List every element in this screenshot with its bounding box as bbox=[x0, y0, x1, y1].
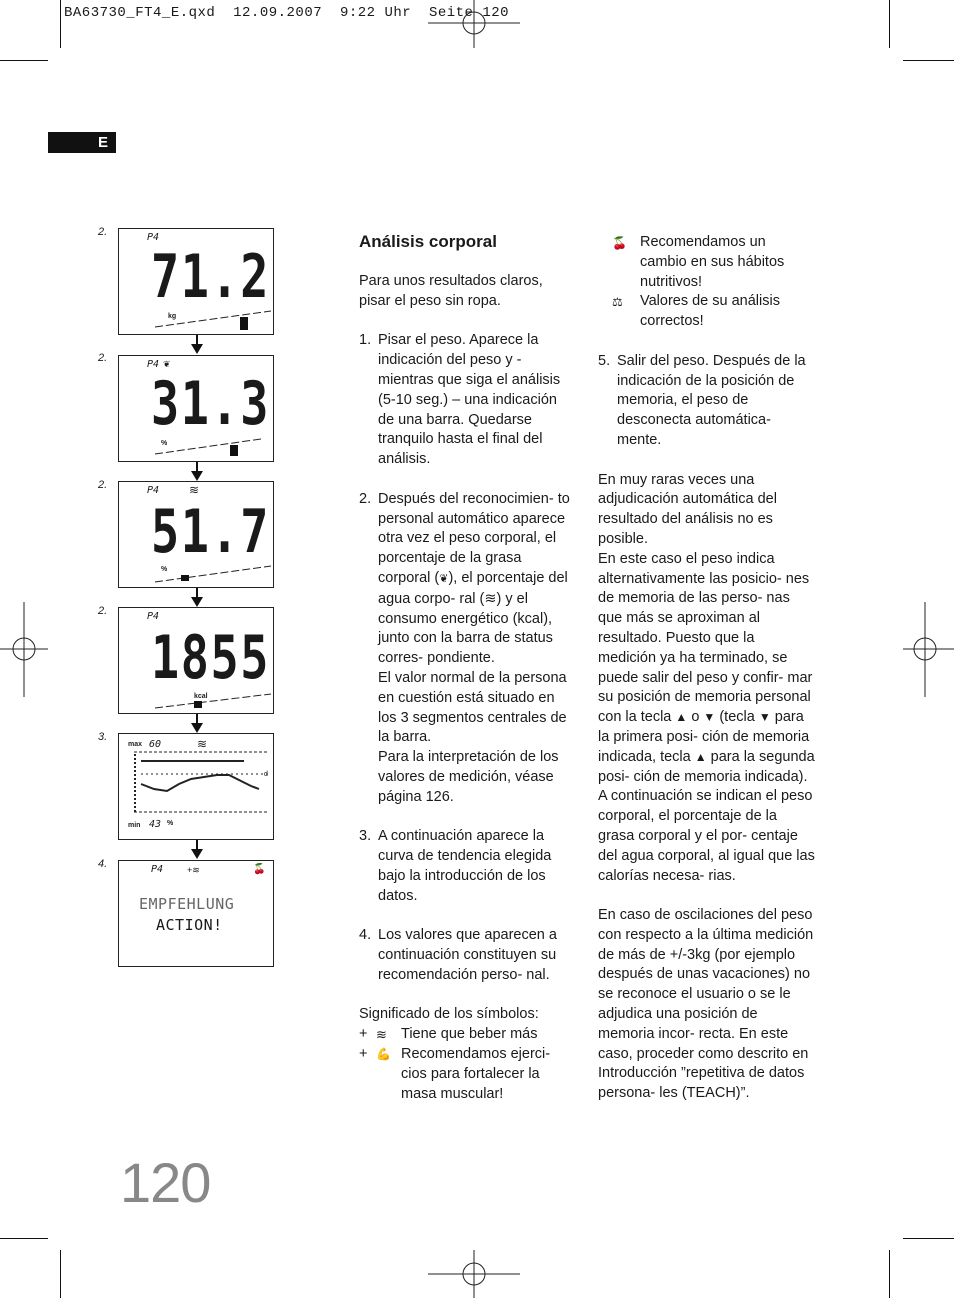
list-item: 1. Pisar el peso. Aparece la indicación del peso y - mientras que siga el análisis (5-10 seg.) – una indicación de una barra. Quedarse tranquilo hasta el final del análisis. bbox=[359, 332, 561, 468]
status-bar bbox=[119, 608, 275, 715]
user-label: P4 bbox=[147, 232, 160, 243]
unit-label: % bbox=[167, 820, 174, 827]
user-label: P4 bbox=[151, 864, 164, 875]
step-label: 3. bbox=[98, 731, 108, 743]
unit-label: % bbox=[161, 566, 168, 573]
page-number: 120 bbox=[120, 1151, 211, 1214]
down-arrow-icon bbox=[191, 840, 203, 859]
balance-icon: ⚖ bbox=[612, 295, 623, 310]
display-water bbox=[118, 481, 274, 588]
user-label: P4 bbox=[147, 485, 160, 496]
list-item: 2. Después del reconocimien- to personal automático aparece otra vez el peso corporal, el porcentaje de la grasa corporal (❦), el porcentaje del agua corpo- ral (≋) y el consumo energético (kcal), junto con la barra de status corres- pondiente. El valor normal de la persona en cuestión está situado en los 3 segmentos centrales de la barra. Para la interpretación de los valores de medición, véase página 126. bbox=[359, 490, 570, 805]
water-icon: ≋ bbox=[376, 1027, 387, 1043]
display-fat bbox=[118, 355, 274, 462]
down-arrow-icon bbox=[191, 588, 203, 607]
step-label: 2. bbox=[98, 479, 108, 491]
paragraph: En caso de oscilaciones del peso con respecto a la última medición de más de +/-3kg (por ejemplo después de unas vacaciones) no se reconoce el usuario o se le adjudica una posición de memoria incor- recta. En este caso, proceder como descrito en Introducción ”repetitiva de datos persona- les (TEACH)”. bbox=[598, 907, 814, 1102]
down-triangle-icon: ▼ bbox=[758, 710, 771, 725]
min-label: min bbox=[128, 822, 141, 829]
water-icon: ≋ bbox=[197, 737, 208, 751]
symbol-item: + ≋ Tiene que beber más bbox=[359, 1025, 574, 1045]
symbol-item: ⚖ Valores de su análisis correctos! bbox=[612, 293, 780, 330]
water-icon: ≋ bbox=[189, 483, 200, 497]
down-arrow-icon bbox=[191, 335, 203, 354]
list-item: 5. Salir del peso. Después de la indicación de la posición de memoria, el peso de desconecta automática- mente. bbox=[598, 352, 806, 448]
step-label: 2. bbox=[98, 226, 108, 238]
fruit-icon: 🍒 bbox=[612, 236, 627, 250]
paragraph: En muy raras veces una adjudicación automática del resultado del análisis no es posible. En este caso el peso indica alternativamente las posicio- nes de memoria de las perso- nas que más se aproximan al resultado. Puesto que la medición ya ha terminado, se puede salir del peso y confir- mar su posición de memoria personal con la tecla ▲ o ▼ (tecla ▼ para la primera posi- ción de memoria indicada, tecla ▲ para la segunda posi- ción de memoria indicada). A continuación se indican el peso corporal, el porcentaje de la grasa corporal y el por- centaje del agua corporal, al igual que las calorías necesa- rias. bbox=[598, 471, 815, 884]
status-bar bbox=[119, 356, 275, 463]
unit-label: kcal bbox=[194, 693, 208, 700]
water-icon: ≋ bbox=[484, 590, 497, 607]
max-value: 60 bbox=[149, 739, 162, 750]
step-label: 2. bbox=[98, 352, 108, 364]
symbols-title: Significado de los símbolos: bbox=[359, 1006, 539, 1023]
status-bar bbox=[119, 482, 275, 589]
steps-list bbox=[598, 352, 816, 451]
step-label: 4. bbox=[98, 858, 108, 870]
symbol-item: + 💪 Recomendamos ejerci- cios para fortalecer la masa muscular! bbox=[359, 1046, 551, 1102]
user-label: P4 bbox=[147, 611, 160, 622]
column-2 bbox=[598, 233, 816, 1124]
recommendation-line2: ACTION! bbox=[156, 916, 223, 934]
muscle-icon: 💪 bbox=[376, 1047, 391, 1062]
min-value: 43 bbox=[149, 819, 162, 830]
fat-icon: ❦ bbox=[439, 572, 449, 585]
fat-value: 31.3 bbox=[151, 369, 270, 439]
status-bar bbox=[119, 229, 275, 336]
fat-icon: ❦ bbox=[163, 359, 171, 369]
kcal-value: 1855 bbox=[151, 623, 270, 693]
down-arrow-icon bbox=[191, 462, 203, 481]
section-title: Análisis corporal bbox=[359, 232, 497, 251]
trend-curve bbox=[119, 734, 275, 841]
down-triangle-icon: ▼ bbox=[703, 710, 716, 725]
down-arrow-icon bbox=[191, 714, 203, 733]
weight-value: 71.2 bbox=[151, 242, 270, 312]
plus-water-icon: +≋ bbox=[187, 865, 200, 875]
display-weight bbox=[118, 228, 274, 335]
display-kcal bbox=[118, 607, 274, 714]
display-trend bbox=[118, 733, 274, 840]
print-header: BA63730_FT4_E.qxd 12.09.2007 9:22 Uhr Seite 120 bbox=[64, 5, 510, 21]
symbol-item: 🍒 Recomendamos un cambio en sus hábitos nutritivos! bbox=[612, 234, 785, 290]
list-item: 4. Los valores que aparecen a continuación constituyen su recomendación perso- nal. bbox=[359, 927, 557, 983]
recommendation-line1: EMPFEHLUNG bbox=[139, 895, 235, 913]
step-label: 2. bbox=[98, 605, 108, 617]
max-label: max bbox=[128, 741, 143, 748]
fruit-icon: 🍒 bbox=[253, 864, 266, 875]
up-triangle-icon: ▲ bbox=[694, 749, 707, 764]
language-tab: E bbox=[48, 132, 116, 153]
display-recommendation bbox=[118, 860, 274, 967]
steps-list bbox=[359, 331, 574, 985]
up-triangle-icon: ▲ bbox=[675, 710, 688, 725]
column-1 bbox=[359, 231, 574, 1104]
intro-text: Para unos resultados claros, pisar el peso sin ropa. bbox=[359, 273, 543, 309]
unit-label: kg bbox=[168, 313, 177, 320]
water-value: 51.7 bbox=[151, 497, 270, 567]
d-label: d bbox=[264, 771, 268, 778]
user-label: P4 bbox=[147, 359, 160, 370]
unit-label: % bbox=[161, 440, 168, 447]
list-item: 3. A continuación aparece la curva de tendencia elegida bajo la introducción de los datos. bbox=[359, 828, 552, 904]
